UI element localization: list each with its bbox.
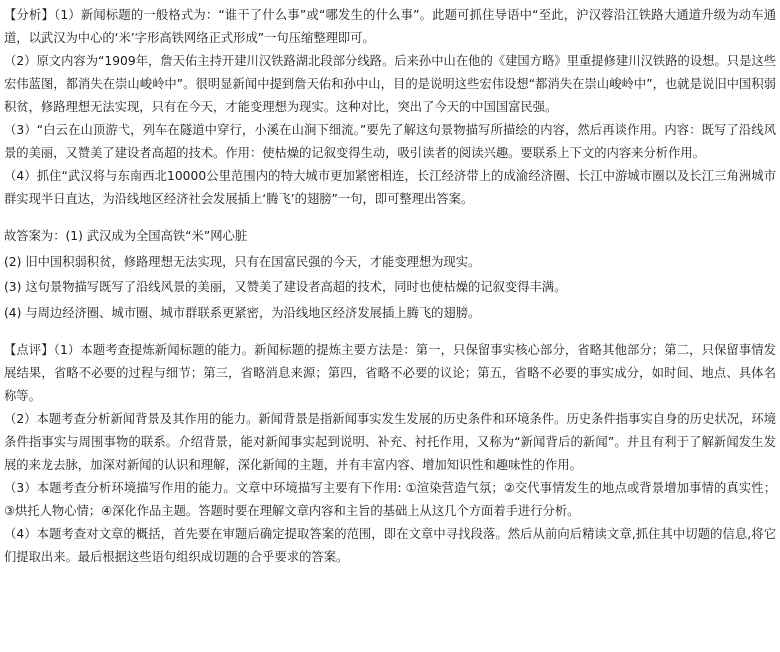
analysis-paragraph-2: （2）原文内容为“1909年，詹天佑主持开建川汉铁路湖北段部分线路。后来孙中山在他的《建国方略》里重提修建川汉铁路的设想。只是这些宏伟蓝图，都消失在崇山峻岭中”。很明显新闻中提到詹天佑和孙中山，目的是说明这些宏伟设想“都消失在崇山峻岭中”，也就是说旧中国积弱积贫，修路理想无法实现，只有在今天，才能变理想为现实。这种对比，突出了今天的中国国富民强。: [4, 54, 776, 114]
section-spacer: [4, 211, 776, 224]
analysis-section: [4, 4, 776, 211]
section-spacer: [4, 326, 776, 339]
analysis-paragraph-4: （4）抓住“武汉将与东南西北10000公里范围内的特大城市更加紧密相连，长江经济带上的成渝经济圈、长江中游城市圈以及长江三角洲城市群实现半日直达，为沿线地区经济社会发展插上‘腾飞’的翅膀”一句，即可整理出答案。: [4, 169, 776, 206]
answer-line-2: (2) 旧中国积弱积贫，修路理想无法实现，只有在国富民强的今天，才能变理想为现实。: [4, 254, 481, 269]
comment-section: [4, 339, 776, 569]
answer-line-3: (3) 这句景物描写既写了沿线风景的美丽，又赞美了建设者高超的技术，同时也使枯燥的记叙变得丰满。: [4, 280, 567, 294]
comment-paragraph-4: （4）本题考查对文章的概括，首先要在审题后确定提取答案的范围，即在文章中寻找段落。然后从前向后精读文章,抓住其中切题的信息,将它们提取出来。最后根据这些语句组织成切题的合乎要求的答案。: [4, 527, 776, 564]
analysis-paragraph-3: （3）“白云在山顶游弋，列车在隧道中穿行，小溪在山涧下细流。”要先了解这句景物描写所描绘的内容，然后再谈作用。内容：既写了沿线风景的美丽，又赞美了建设者高超的技术。作用：使枯燥的记叙变得生动，吸引读者的阅读兴趣。要联系上下文的内容来分析作用。: [4, 123, 776, 160]
comment-paragraph-3: （3）本题考查分析环境描写作用的能力。文章中环境描写主要有下作用: ①渲染营造气氛；②交代事情发生的地点或背景增加事情的真实性；③烘托人物心情；④深化作品主题。答题时要在理解文章内容和主旨的基础上从这几个方面着手进行分析。: [4, 481, 776, 518]
comment-paragraph-2: （2）本题考查分析新闻背景及其作用的能力。新闻背景是指新闻事实发生发展的历史条件和环境条件。历史条件指事实自身的历史状况，环境条件指事实与周围事物的联系。介绍背景，能对新闻事实起到说明、补充、衬托作用，又称为“新闻背后的新闻”。并且有利于了解新闻发生发展的来龙去脉，加深对新闻的认识和理解，深化新闻的主题，并有丰富内容、增加知识性和趣味性的作用。: [4, 412, 776, 472]
answer-line-4: (4) 与周边经济圈、城市圈、城市群联系更紧密，为沿线地区经济发展插上腾飞的翅膀。: [4, 305, 481, 320]
answer-line-1: 故答案为：(1) 武汉成为全国高铁“米”网心脏: [4, 229, 248, 243]
comment-paragraph-1: 【点评】（1）本题考查提炼新闻标题的能力。新闻标题的提炼主要方法是：第一，只保留事实核心部分，省略其他部分；第二，只保留事情发展结果，省略不必要的过程与细节；第三，省略消息来源；第四，省略不必要的议论；第五，省略不必要的事实成分，如时间、地点、具体名称等。: [4, 343, 776, 403]
answer-section: [4, 224, 776, 326]
analysis-paragraph-1: 【分析】（1）新闻标题的一般格式为：“谁干了什么事”或“哪发生的什么事”。此题可抓住导语中“至此，沪汉蓉沿江铁路大通道升级为动车通道，以武汉为中心的‘米’字形高铁网络正式形成”一句压缩整理即可。: [4, 8, 776, 45]
